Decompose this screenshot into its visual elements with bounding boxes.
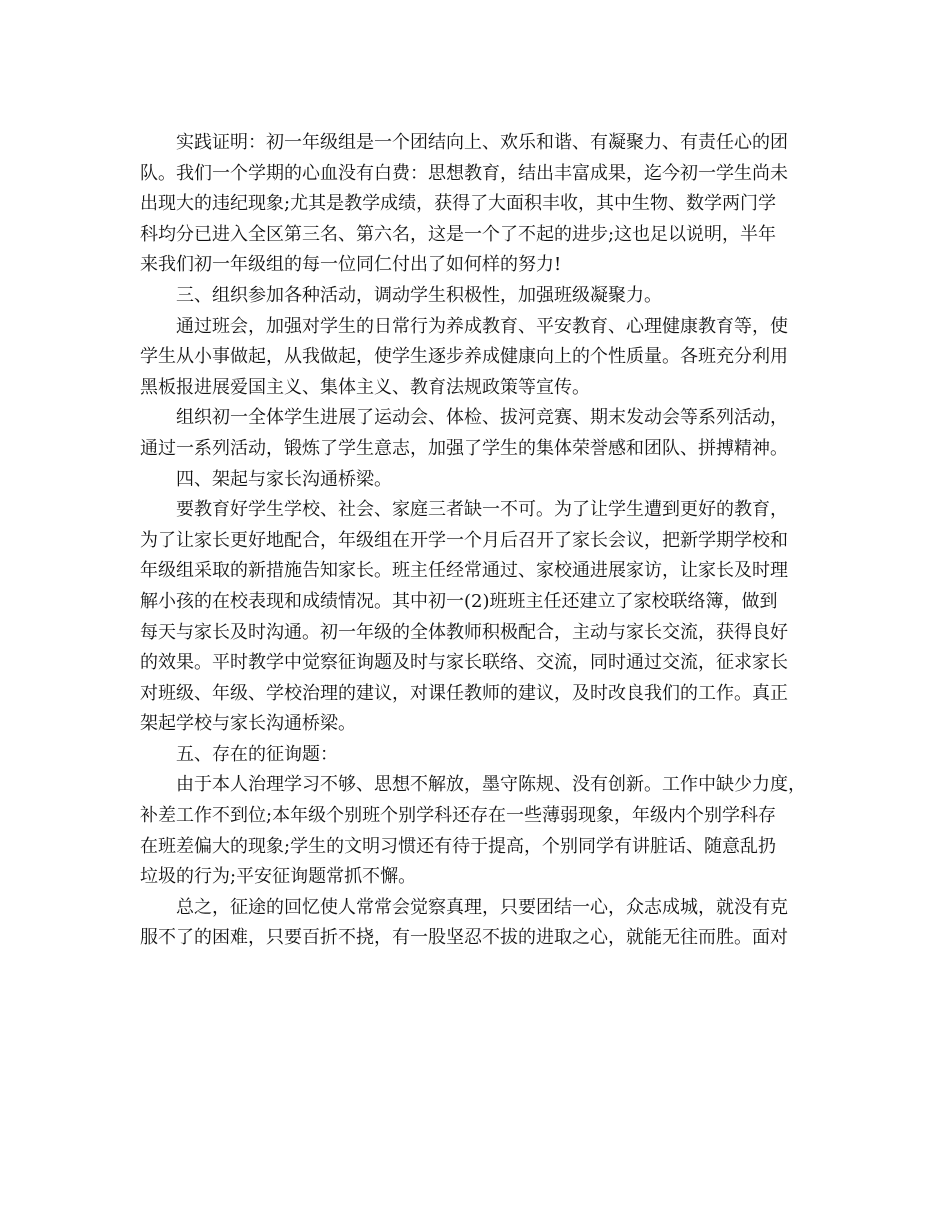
text-line: 解小孩的在校表现和成绩情况。其中初一(2)班班主任还建立了家校联络簿，做到	[140, 590, 778, 612]
text-line: 出现大的违纪现象;尤其是教学成绩，获得了大面积丰收，其中生物、数学两门学	[140, 193, 777, 215]
text-line: 学生从小事做起，从我做起，使学生逐步养成健康向上的个性质量。各班充分利用	[140, 346, 788, 368]
text-line: 黑板报进展爱国主义、集体主义、教育法规政策等宣传。	[140, 376, 590, 398]
text-line: 由于本人治理学习不够、思想不解放，墨守陈规、没有创新。工作中缺少力度，	[176, 774, 806, 796]
text-line: 架起学校与家长沟通桥梁。	[140, 713, 356, 735]
text-line: 通过班会，加强对学生的日常行为养成教育、平安教育、心理健康教育等，使	[176, 315, 788, 337]
text-line: 要教育好学生学校、社会、家庭三者缺一不可。为了让学生遭到更好的教育，	[176, 499, 788, 521]
text-line: 科均分已进入全区第三名、第六名，这是一个了不起的进步;这也足以说明，半年	[140, 223, 777, 245]
text-line: 组织初一全体学生进展了运动会、体检、拔河竞赛、期末发动会等系列活动，	[176, 407, 788, 429]
text-line: 服不了的困难，只要百折不挠，有一股坚忍不拔的进取之心，就能无往而胜。面对	[140, 927, 788, 949]
text-line: 每天与家长及时沟通。初一年级的全体教师积极配合，主动与家长交流，获得良好	[140, 621, 788, 643]
text-line: 通过一系列活动，锻炼了学生意志，加强了学生的集体荣誉感和团队、拼搏精神。	[140, 437, 788, 459]
text-line: 对班级、年级、学校治理的建议，对课任教师的建议，及时改良我们的工作。真正	[140, 682, 788, 704]
text-line: 年级组采取的新措施告知家长。班主任经常通过、家校通进展家访，让家长及时理	[140, 560, 788, 582]
text-line: 补差工作不到位;本年级个别班个别学科还存在一些薄弱现象，年级内个别学科存	[140, 805, 777, 827]
section-heading: 三、组织参加各种活动，调动学生积极性，加强班级凝聚力。	[176, 284, 662, 306]
text-line: 来我们初一年级组的每一位同仁付出了如何样的努力!	[140, 254, 562, 276]
text-line: 队。我们一个学期的心血没有白费：思想教育，结出丰富成果，迄今初一学生尚未	[140, 162, 788, 184]
text-line: 总之，征途的回忆使人常常会觉察真理，只要团结一心，众志成城，就没有克	[176, 896, 788, 918]
text-line: 在班差偏大的现象;学生的文明习惯还有待于提高，个别同学有讲脏话、随意乱扔	[140, 835, 777, 857]
text-line: 实践证明：初一年级组是一个团结向上、欢乐和谐、有凝聚力、有责任心的团	[176, 132, 788, 153]
text-line: 垃圾的行为;平安征询题常抓不懈。	[140, 866, 417, 888]
section-heading: 五、存在的征询题：	[176, 743, 338, 765]
section-heading: 四、架起与家长沟通桥梁。	[176, 468, 392, 490]
text-line: 的效果。平时教学中觉察征询题及时与家长联络、交流，同时通过交流，征求家长	[140, 652, 788, 674]
document-body	[140, 128, 820, 954]
text-line: 为了让家长更好地配合，年级组在开学一个月后召开了家长会议，把新学期学校和	[140, 529, 788, 551]
